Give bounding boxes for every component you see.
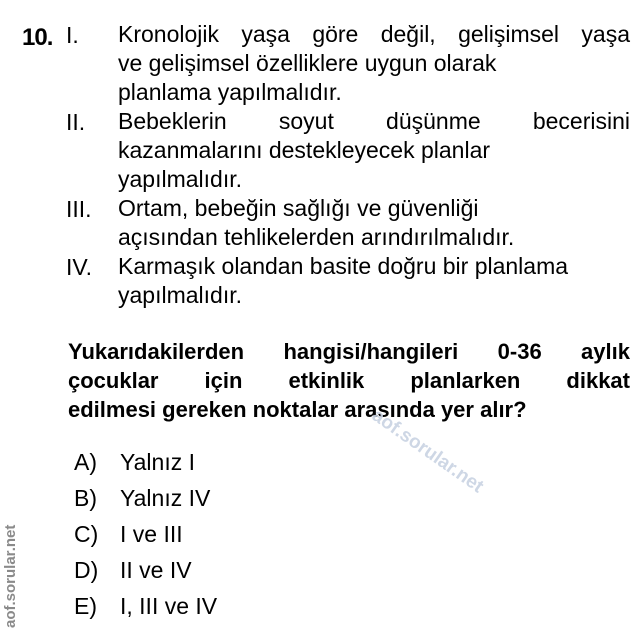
- stem-line-2: çocuklar için etkinlik planlarken dikkat: [68, 368, 630, 393]
- option-c-letter: C): [74, 521, 99, 547]
- statement-2: [118, 107, 630, 194]
- option-d-letter: D): [74, 557, 99, 583]
- watermark-diagonal: aof.sorular.net: [367, 405, 488, 498]
- option-a-letter: A): [74, 449, 97, 475]
- statement-1-line-2: ve gelişimsel özelliklere uygun olarak: [118, 50, 497, 76]
- statement-3-line-2: açısından tehlikelerden arındırılmalıdır.: [118, 224, 515, 250]
- statement-numeral-3: III.: [66, 196, 92, 222]
- statement-numeral-1: I.: [66, 22, 79, 48]
- question-stem: [68, 337, 630, 424]
- statement-1-line-1: Kronolojik yaşa göre değil, gelişimsel yaşa: [118, 21, 630, 47]
- stem-line-3: edilmesi gereken noktalar arasında yer alır?: [68, 397, 527, 422]
- stem-line-1: Yukarıdakilerden hangisi/hangileri 0-36 aylık: [68, 339, 630, 364]
- statement-2-line-3: yapılmalıdır.: [118, 166, 242, 192]
- statement-3-line-1: Ortam, bebeğin sağlığı ve güvenliği: [118, 195, 479, 221]
- statement-1: [118, 20, 630, 107]
- option-b-letter: B): [74, 485, 97, 511]
- statement-2-line-1: Bebeklerin soyut düşünme becerisini: [118, 108, 630, 134]
- statement-4-line-2: yapılmalıdır.: [118, 282, 242, 308]
- statement-4-line-1: Karmaşık olandan basite doğru bir planlama: [118, 253, 569, 279]
- option-d-text: II ve IV: [120, 557, 192, 583]
- statement-3: [118, 194, 630, 252]
- option-c-text: I ve III: [120, 521, 183, 547]
- question-number: 10.: [22, 24, 53, 51]
- statement-1-line-3: planlama yapılmalıdır.: [118, 79, 342, 105]
- option-e-letter: E): [74, 593, 97, 619]
- statement-4: [118, 252, 630, 310]
- statement-numeral-4: IV.: [66, 254, 93, 280]
- statement-2-line-2: kazanmalarını destekleyecek planlar: [118, 137, 491, 163]
- option-e-text: I, III ve IV: [120, 593, 218, 619]
- option-a-text: Yalnız I: [120, 449, 195, 475]
- option-b-text: Yalnız IV: [120, 485, 211, 511]
- statement-numeral-2: II.: [66, 109, 86, 135]
- watermark-side: aof.sorular.net: [2, 524, 19, 628]
